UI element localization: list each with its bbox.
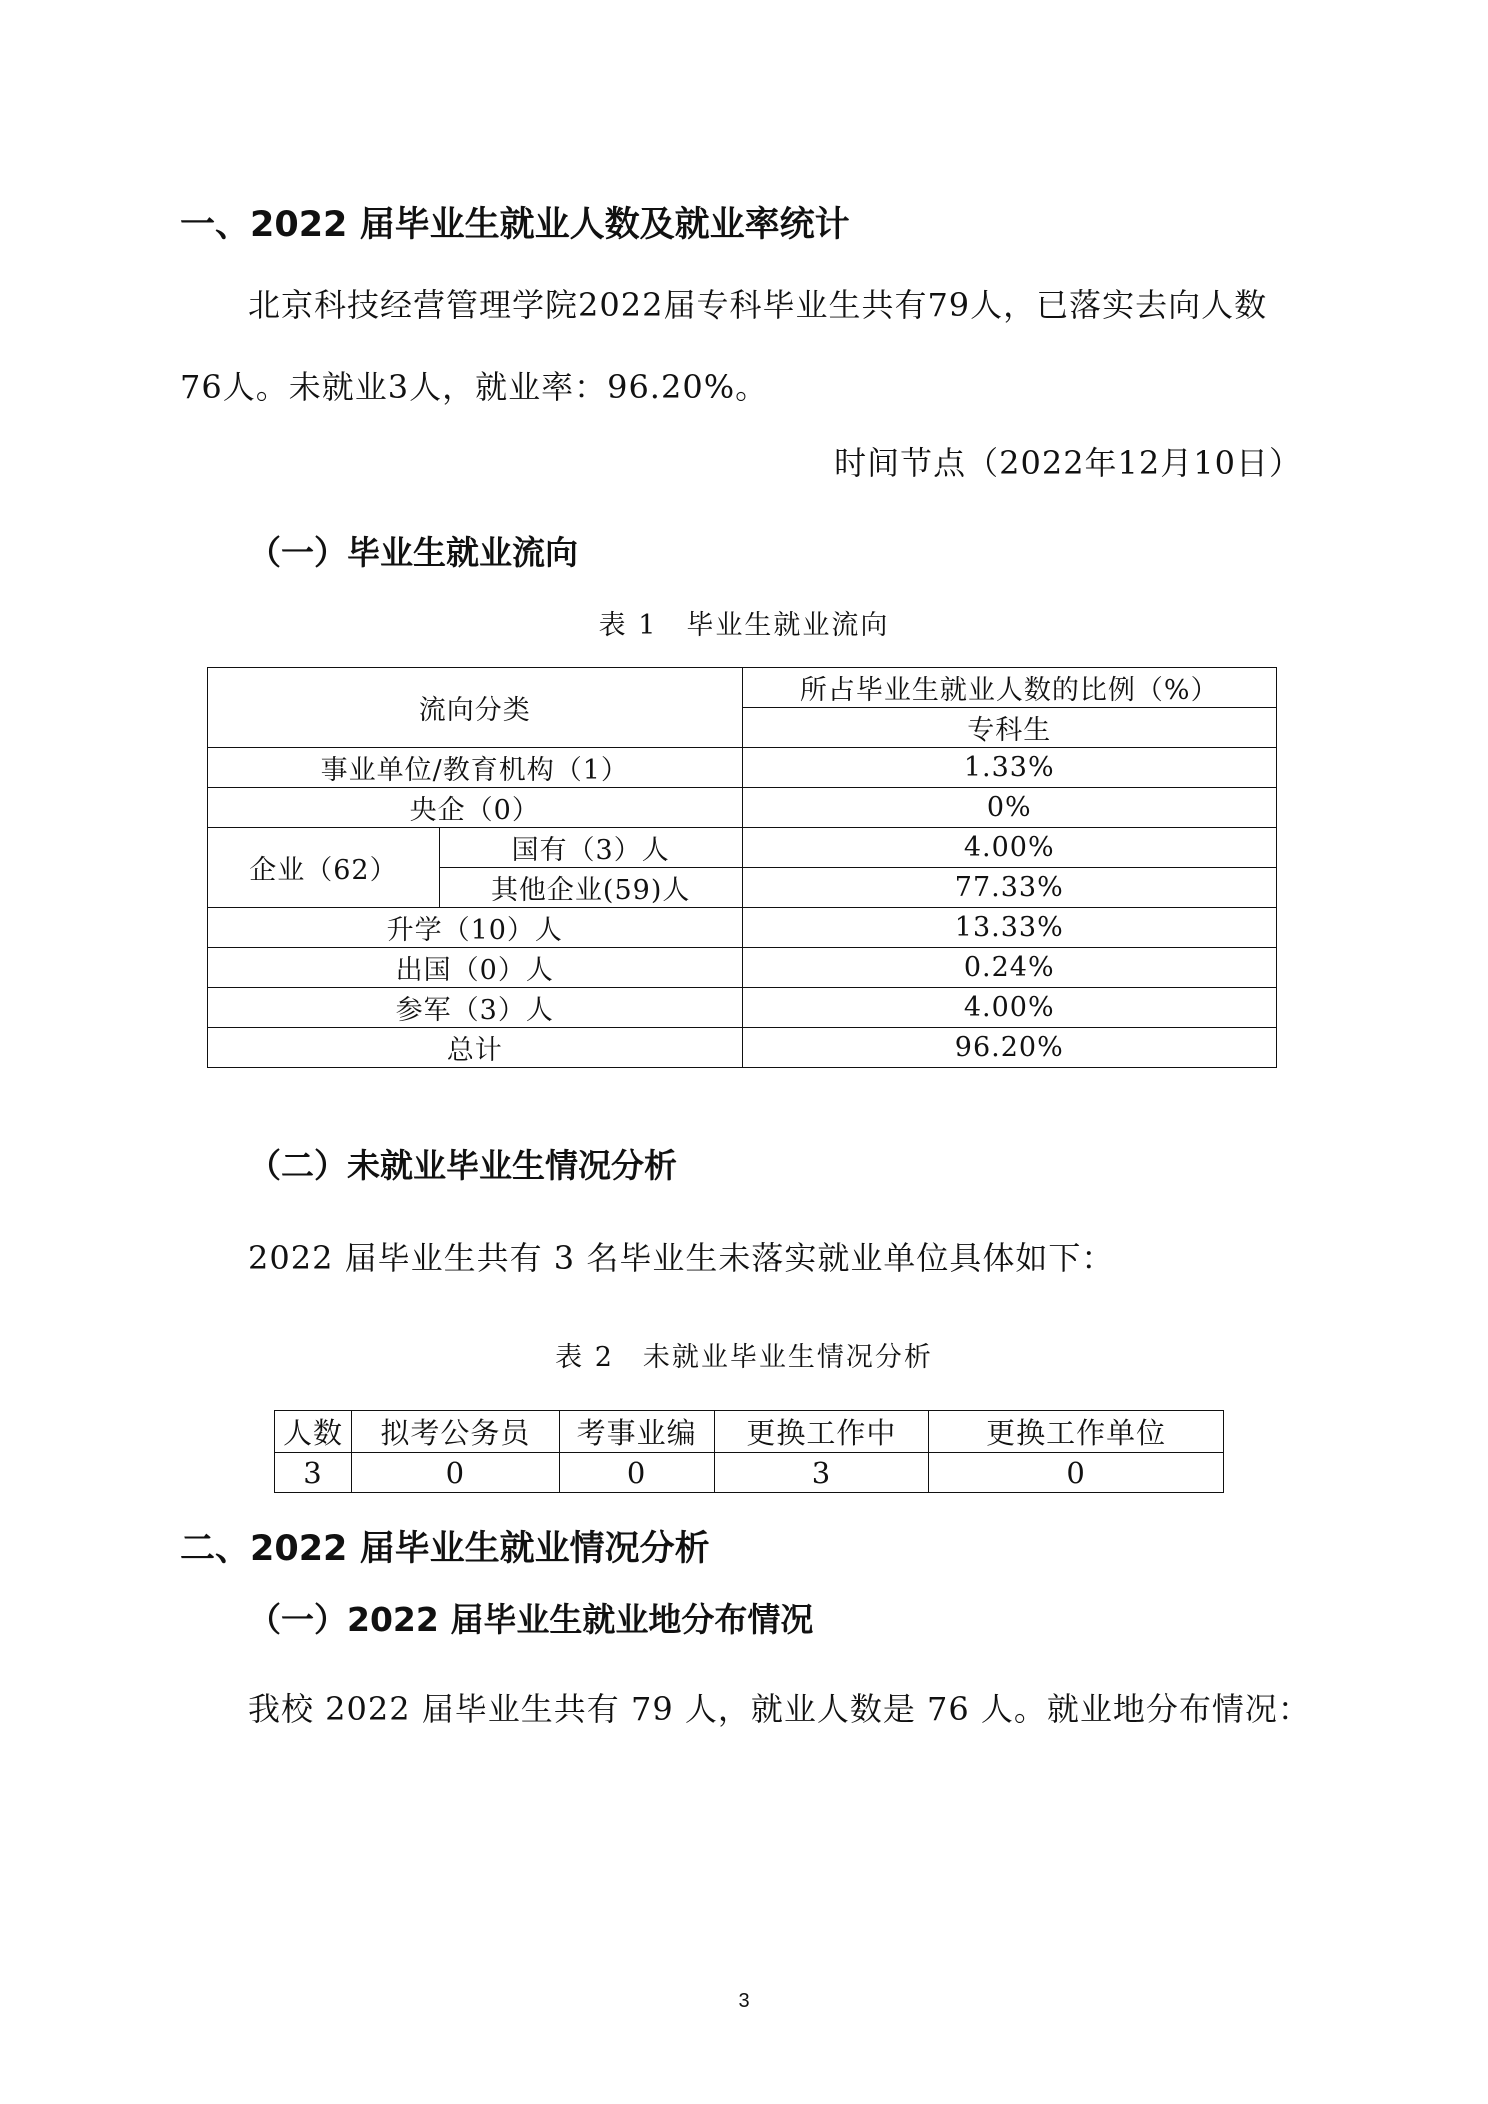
table2-caption: 表 2 未就业毕业生情况分析: [555, 1342, 933, 1373]
unemployed-analysis-table: [274, 1410, 1224, 1493]
table1-caption: 表 1 毕业生就业流向: [598, 610, 890, 641]
table-header-cell: 更换工作单位: [929, 1411, 1224, 1453]
table-row: [208, 988, 1277, 1028]
table-cell: 0: [929, 1453, 1224, 1493]
section1-heading: 一、2022 届毕业生就业人数及就业率统计: [180, 205, 850, 245]
table-row: [208, 748, 1277, 788]
table-header-cell: 所占毕业生就业人数的比例（%）: [742, 668, 1276, 708]
table-cell: 0: [559, 1453, 714, 1493]
table-header-cell: 考事业编: [559, 1411, 714, 1453]
table-header-cell: 专科生: [742, 708, 1276, 748]
table-row: [208, 948, 1277, 988]
page-number: 3: [738, 1990, 750, 2012]
table-cell: 国有（3）人: [439, 828, 742, 868]
table-cell: 事业单位/教育机构（1）: [208, 748, 743, 788]
table-cell: 77.33%: [742, 868, 1276, 908]
table-row: [208, 788, 1277, 828]
table-cell: 0: [351, 1453, 559, 1493]
table-cell: 96.20%: [742, 1028, 1276, 1068]
table-cell: 4.00%: [742, 988, 1276, 1028]
table-header-cell: 更换工作中: [714, 1411, 929, 1453]
table-cell: 3: [275, 1453, 352, 1493]
table-cell: 参军（3）人: [208, 988, 743, 1028]
table-header-cell: 流向分类: [208, 668, 743, 748]
table-header-cell: 拟考公务员: [351, 1411, 559, 1453]
table-row: [208, 828, 1277, 868]
table-cell: 0%: [742, 788, 1276, 828]
table-header-cell: 人数: [275, 1411, 352, 1453]
table-cell-group: 企业（62）: [208, 828, 440, 908]
table-row: [275, 1453, 1224, 1493]
section2-heading: 二、2022 届毕业生就业情况分析: [180, 1529, 710, 1569]
table-cell: 3: [714, 1453, 929, 1493]
table-cell: 0.24%: [742, 948, 1276, 988]
section2-sub1-heading: （一）2022 届毕业生就业地分布情况: [248, 1600, 814, 1639]
table-cell: 升学（10）人: [208, 908, 743, 948]
table-cell: 央企（0）: [208, 788, 743, 828]
sub1-heading: （一）毕业生就业流向: [248, 533, 578, 572]
section2-paragraph: 我校 2022 届毕业生共有 79 人，就业人数是 76 人。就业地分布情况：: [248, 1690, 1311, 1728]
section1-paragraph-line2: 76人。未就业3人，就业率：96.20%。: [180, 368, 769, 406]
sub2-paragraph: 2022 届毕业生共有 3 名毕业生未落实就业单位具体如下：: [248, 1239, 1115, 1277]
table-cell: 4.00%: [742, 828, 1276, 868]
timestamp-note: 时间节点（2022年12月10日）: [834, 444, 1302, 482]
table-row: [208, 908, 1277, 948]
section1-paragraph-line1: 北京科技经营管理学院2022届专科毕业生共有79人，已落实去向人数: [248, 286, 1268, 324]
table-cell: 出国（0）人: [208, 948, 743, 988]
sub2-heading: （二）未就业毕业生情况分析: [248, 1146, 677, 1185]
table-cell: 其他企业(59)人: [439, 868, 742, 908]
table-row: [208, 668, 1277, 708]
table-cell: 13.33%: [742, 908, 1276, 948]
table-row: [208, 1028, 1277, 1068]
employment-flow-table: [207, 667, 1277, 1068]
table-cell: 总计: [208, 1028, 743, 1068]
table-cell: 1.33%: [742, 748, 1276, 788]
table-row: [275, 1411, 1224, 1453]
